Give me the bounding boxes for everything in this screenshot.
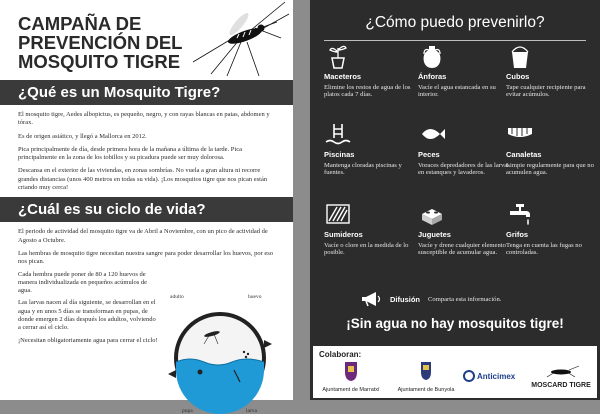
life-cycle-diagram xyxy=(160,300,280,410)
drain-grate-icon xyxy=(324,200,352,228)
cycle-label-larva: larva xyxy=(246,408,257,414)
megaphone-icon xyxy=(360,291,382,307)
bunyola-crest-icon xyxy=(391,360,461,382)
anticimex-circle-icon xyxy=(463,370,475,382)
item-desc: Vacíe el agua estancada en su interior. xyxy=(418,84,496,99)
flowerpot-icon xyxy=(324,42,352,70)
item-juguetes xyxy=(418,200,512,257)
paragraph: Es de origen asiático, y llegó a Mallorca en 2012. xyxy=(18,132,147,140)
logo-text: Ajuntament de Marratxí xyxy=(322,387,380,393)
paragraph: ¡Necesitan obligatoriamente agua para cerrar el ciclo! xyxy=(18,336,158,344)
cycle-label-egg: huevo xyxy=(248,294,262,301)
logo-bunyola xyxy=(391,360,461,393)
prevention-title: ¿Cómo puedo prevenirlo? xyxy=(365,14,545,31)
item-name: Peces xyxy=(418,150,440,159)
faucet-icon xyxy=(506,200,534,228)
paragraph: Cada hembra puede poner de 80 a 120 huevos de manera individualizada en pequeños acúmulos de agua. xyxy=(18,270,148,295)
slogan: ¡Sin agua no hay mosquitos tigre! xyxy=(346,316,564,331)
item-sumideros xyxy=(324,200,418,257)
item-cubos xyxy=(506,42,600,99)
difusion-row xyxy=(360,290,590,308)
item-grifos xyxy=(506,200,600,257)
item-maceteros xyxy=(324,42,418,99)
anticimex-mark xyxy=(463,370,525,382)
logo-marratxi xyxy=(321,360,381,393)
toy-brick-icon xyxy=(418,200,446,228)
item-desc: Elimine los restos de agua de los platos cada 7 días. xyxy=(324,84,411,99)
moscard-mosquito-icon xyxy=(529,364,593,378)
logo-anticimex xyxy=(463,370,525,382)
logo-text: Anticimex xyxy=(477,371,516,381)
cycle-label-adult: adulto xyxy=(170,294,184,301)
item-desc: Voraces depredadores de las larvas en estanques y lavaderos. xyxy=(418,162,510,177)
cycle-label-pupa: pupa xyxy=(182,408,193,414)
item-name: Piscinas xyxy=(324,150,355,159)
paragraph: El periodo de actividad del mosquito tigre va de Abril a Noviembre, con un pico de actividad de Agosto a Octubre. xyxy=(18,228,268,244)
campaign-title: CAMPAÑA DE PREVENCIÓN DEL MOSQUITO TIGRE xyxy=(18,13,183,72)
left-panel xyxy=(0,0,293,414)
item-name: Cubos xyxy=(506,72,530,81)
difusion-name: Difusión xyxy=(390,294,420,304)
bucket-icon xyxy=(506,42,534,70)
paragraph: Las hembras de mosquito tigre necesitan nuestra sangre para poder desarrollar los huevos, por eso nos pican. xyxy=(18,249,274,266)
marratxi-shield-icon xyxy=(321,360,381,382)
item-name: Grifos xyxy=(506,230,529,239)
item-name: Sumideros xyxy=(324,230,363,239)
paragraph: Descansa en el exterior de las viviendas, en zonas sombrías. No vuela a gran altura ni recorre grandes distancias (unos 400 metros en todas su vida). ¡Los mosquitos tigre que nos pican están criando muy cerca! xyxy=(18,167,268,192)
item-desc: Mantenga cloradas piscinas y fuentes. xyxy=(324,162,402,177)
item-piscinas xyxy=(324,120,418,177)
pool-icon xyxy=(324,120,352,148)
mosquito-icon xyxy=(181,0,291,78)
paragraph: Las larvas nacen al día siguiente, se desarrollan en el agua y en unos 5 días se transforman en pupas, de donde emergen 2 días después los adultos, volviendo a cerrar así el ciclo. xyxy=(18,299,156,332)
paragraph: El mosquito tigre, Aedes albopictus, es pequeño, negro, y con rayas blancas en patas, abdomen y tórax. xyxy=(18,111,270,127)
collaborators-box xyxy=(313,346,597,398)
item-anforas xyxy=(418,42,512,99)
right-panel xyxy=(310,0,600,400)
item-name: Juguetes xyxy=(418,230,451,239)
item-desc: Vacíe o clore en la medida de lo posible. xyxy=(324,242,409,257)
section-heading-cycle: ¿Cuál es su ciclo de vida? xyxy=(0,197,293,222)
item-peces xyxy=(418,120,512,177)
fish-icon xyxy=(418,120,446,148)
item-desc: Tape cualquier recipiente para evitar acúmulos. xyxy=(506,84,586,99)
section-heading-what: ¿Qué es un Mosquito Tigre? xyxy=(0,80,293,105)
left-header xyxy=(0,0,293,80)
amphora-icon xyxy=(418,42,446,70)
life-cycle-section xyxy=(0,222,293,414)
logo-moscard-tigre xyxy=(529,364,593,389)
item-desc: Limpie regularmente para que no acumulen agua. xyxy=(506,162,594,177)
logo-text: Ajuntament de Bunyola xyxy=(397,387,455,393)
item-name: Maceteros xyxy=(324,72,362,81)
item-desc: Vacíe y drene cualquier elemento susceptible de acumular agua. xyxy=(418,242,506,257)
item-name: Ánforas xyxy=(418,72,447,81)
prevention-grid xyxy=(310,40,600,280)
gutter-icon xyxy=(506,120,534,148)
difusion-desc: Comparta esta información. xyxy=(428,295,502,303)
item-name: Canaletas xyxy=(506,150,542,159)
item-canaletas xyxy=(506,120,600,177)
what-is-section xyxy=(0,105,293,192)
cycle-text-column xyxy=(18,249,274,345)
collab-title: Colaboran: xyxy=(319,350,362,359)
paragraph: Pica principalmente de día, desde primera hora de la mañana a última de la tarde. Pica principalmente en la zona de los tobillos y su picadura puede ser muy dolorosa. xyxy=(18,145,242,162)
logo-text: MOSCARD TIGRE xyxy=(531,382,591,389)
item-desc: Tenga en cuenta las fugas no controladas. xyxy=(506,242,582,257)
